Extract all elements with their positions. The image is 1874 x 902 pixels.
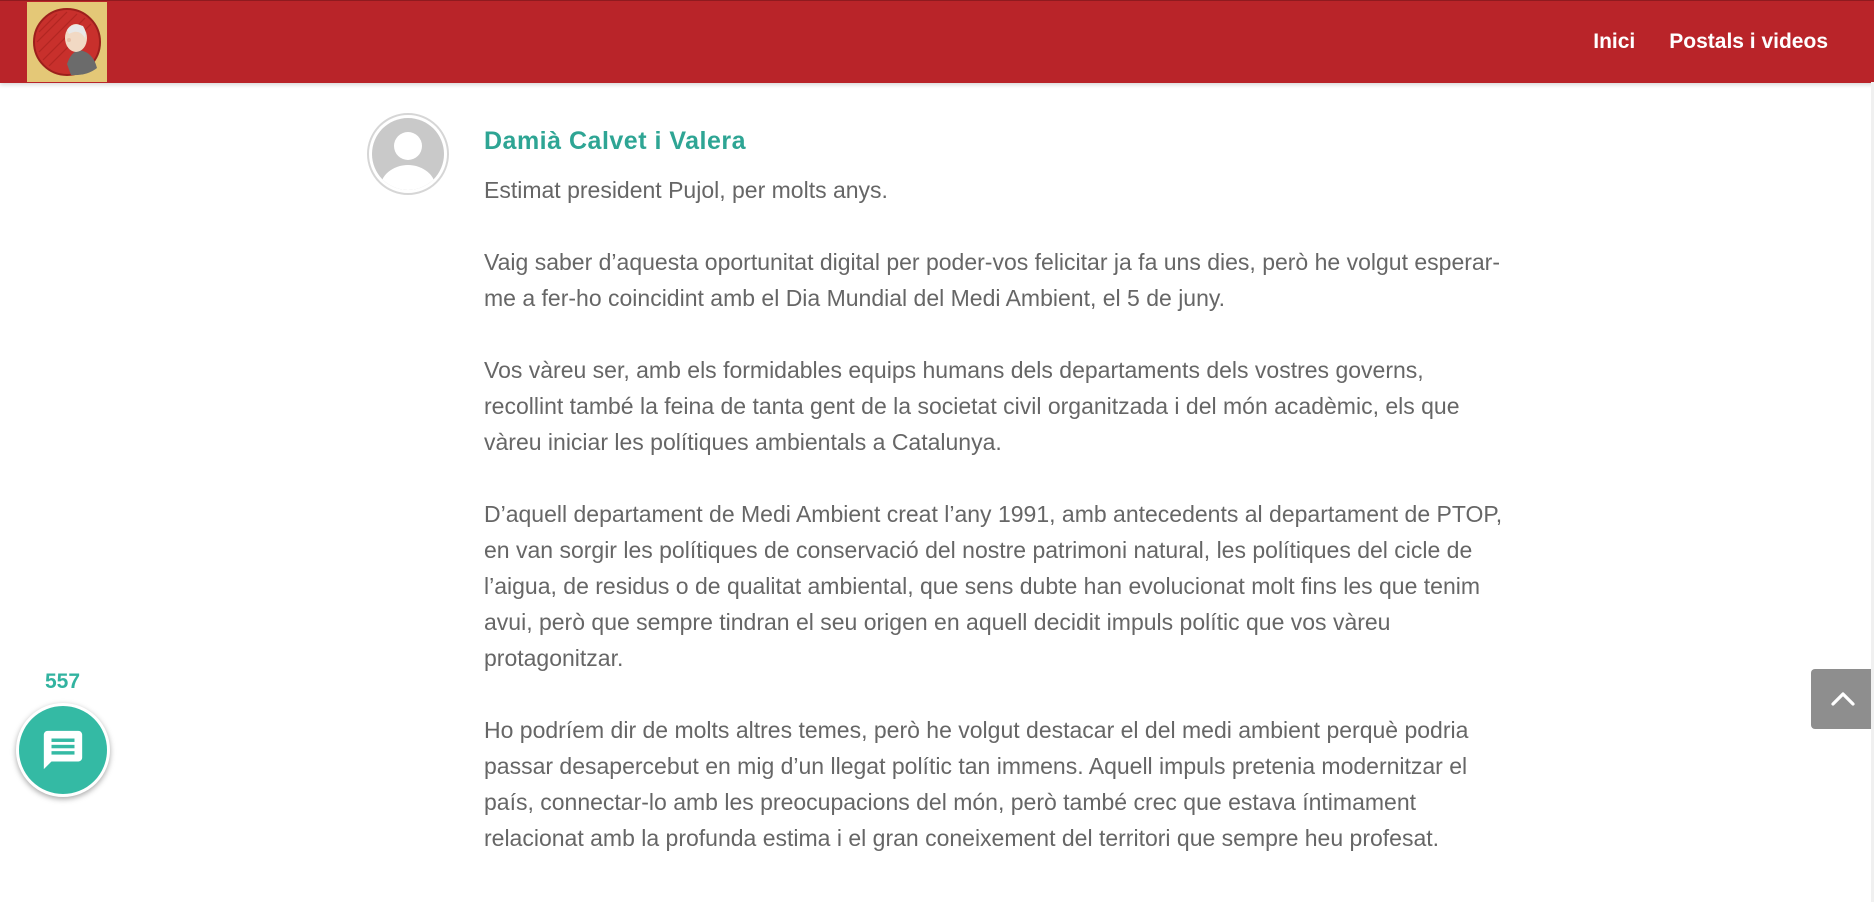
comment-paragraph: Ho podríem dir de molts altres temes, però he volgut destacar el del medi ambient perquè podria passar desapercebut en mig d’un llegat polític tan immens. Aquell impuls pretenia modernitzar el país, connectar-lo amb les preocupacions del món, però també crec que estava íntimament relacionat amb la profunda estima i el gran coneixement del territori que sempre heu profesat. — [484, 717, 1469, 851]
comment-paragraph: Vos vàreu ser, amb els formidables equips humans dels departaments dels vostres governs, recollint també la feina de tanta gent de la societat civil organitzada i del món acadèmic, els que vàreu iniciar les polítiques ambientals a Catalunya. — [484, 357, 1460, 455]
comment-paragraph: D’aquell departament de Medi Ambient creat l’any 1991, amb antecedents al departament de PTOP, en van sorgir les polítiques de conservació del nostre patrimoni natural, les polítiques del cicle de l’aigua, de residus o de qualitat ambiental, que sens dubte han evolucionat molt fins les que tenim avui, però que sempre tindran el seu origen en aquell decidit impuls polític que vos vàreu protagonitzar. — [484, 501, 1503, 671]
scroll-to-top-button[interactable] — [1811, 669, 1874, 729]
comment-count-badge: 557 — [44, 670, 81, 693]
main-menu — [1593, 1, 1828, 83]
comment-paragraph: Estimat president Pujol, per molts anys. — [484, 177, 888, 203]
site-logo[interactable] — [27, 2, 107, 82]
chat-bubble-icon — [40, 727, 86, 773]
default-user-icon — [367, 113, 449, 195]
chevron-up-icon — [1829, 690, 1857, 708]
author-avatar — [367, 113, 449, 195]
top-navigation-bar — [0, 0, 1874, 83]
nav-item-inici[interactable]: Inici — [1593, 30, 1636, 53]
nav-item-postals-i-videos[interactable]: Postals i videos — [1669, 30, 1828, 53]
comment-author-name[interactable]: Damià Calvet i Valera — [484, 127, 747, 155]
comment-paragraph: Vaig saber d’aquesta oportunitat digital per poder-vos felicitar ja fa uns dies, però he volgut esperar-me a fer-ho coincidint amb el Dia Mundial del Medi Ambient, el 5 de juny. — [484, 249, 1500, 311]
comment-text — [484, 172, 1504, 892]
chat-button[interactable] — [16, 703, 110, 797]
portrait-logo-icon — [27, 2, 107, 82]
